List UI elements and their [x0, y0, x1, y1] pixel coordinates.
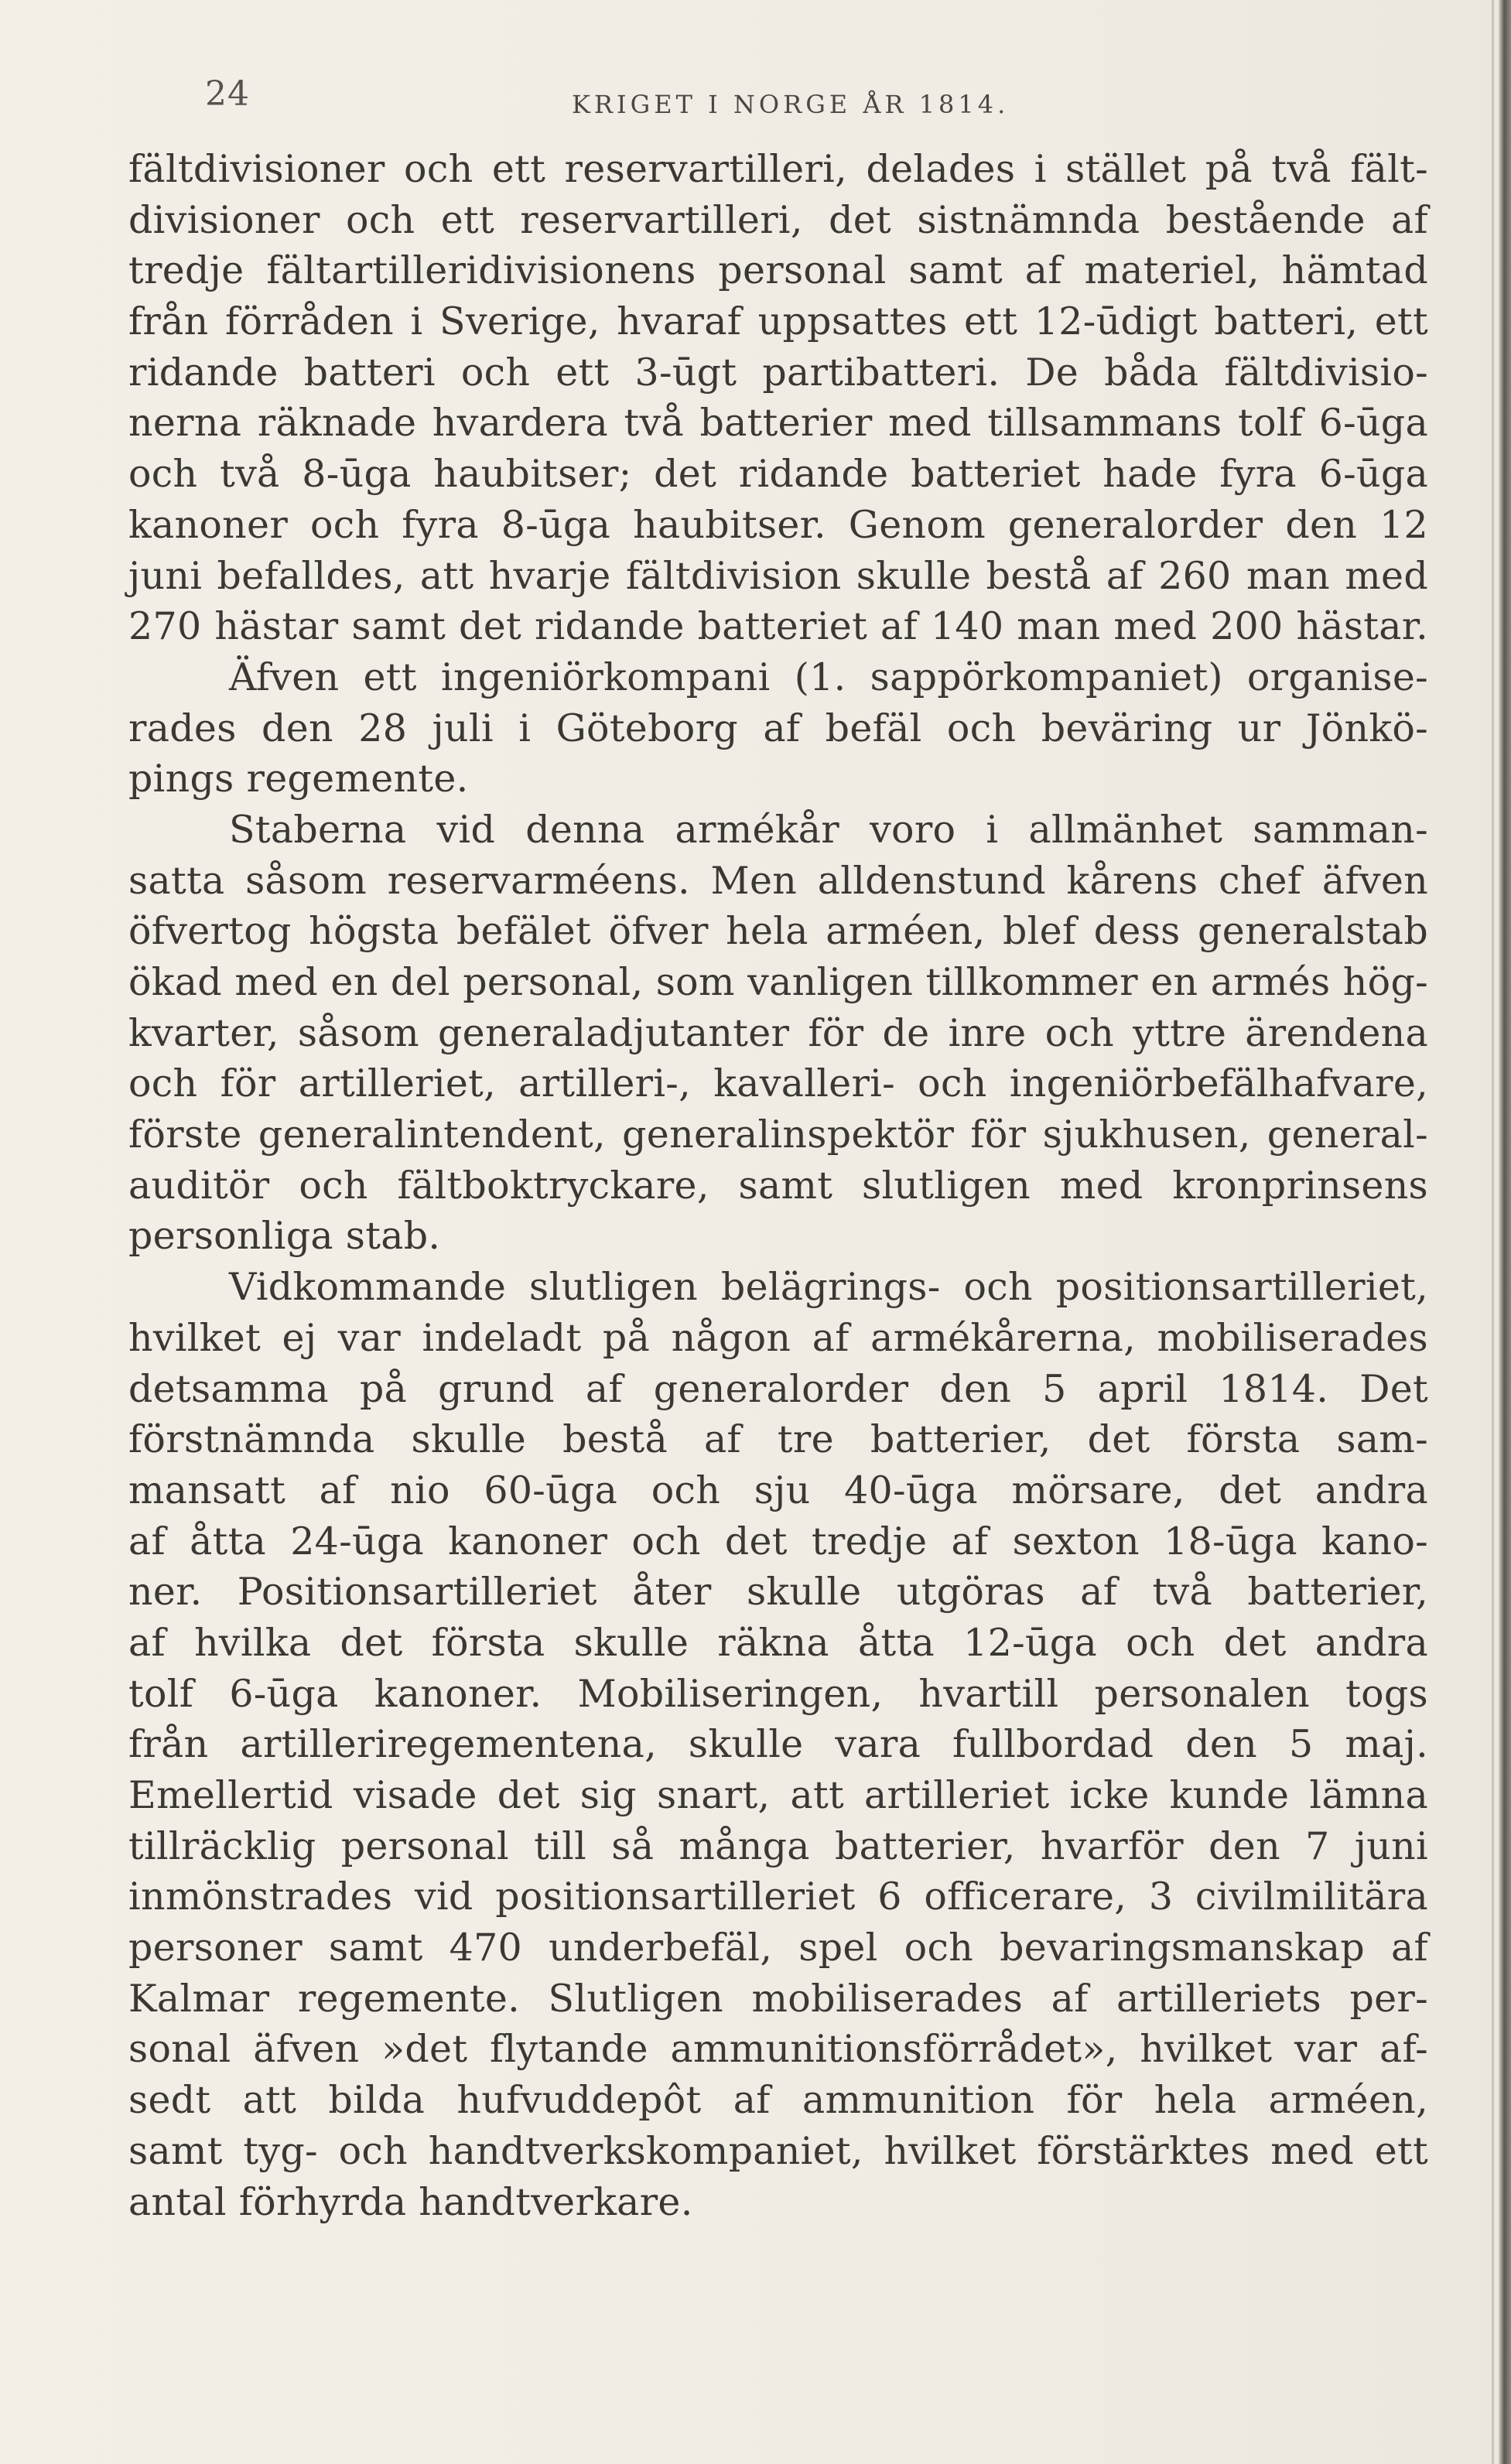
text-line: juni befalldes, att hvarje fältdivision skulle bestå af 260 man med: [128, 553, 1428, 598]
text-line: detsamma på grund af generalorder den 5 april 1814. Det: [128, 1366, 1428, 1411]
text-line: inmönstrades vid positionsartilleriet 6 officerare, 3 civilmilitära: [128, 1874, 1428, 1919]
text-line: tolf 6-ūga kanoner. Mobiliseringen, hvartill personalen togs: [128, 1671, 1428, 1716]
text-line: rades den 28 juli i Göteborg af befäl och beväring ur Jönkö-: [128, 706, 1428, 750]
text-line: nerna räknade hvardera två batterier med tillsammans tolf 6-ūga: [128, 401, 1428, 446]
page-edge-shadow: [1499, 0, 1511, 2464]
text-line: fältdivisioner och ett reservartilleri, delades i stället på två fält-: [128, 147, 1428, 191]
text-line: samt tyg- och handtverkskompaniet, hvilket förstärktes med ett: [128, 2128, 1428, 2173]
paragraph-first-line: Vidkommande slutligen belägrings- och positionsartilleriet,: [229, 1265, 1428, 1310]
page-number: 24: [205, 74, 250, 114]
text-line: 270 hästar samt det ridande batteriet af 140 man med 200 hästar.: [128, 604, 1428, 649]
text-line: auditör och fältboktryckare, samt slutligen med kronprinsens: [128, 1163, 1428, 1208]
text-line: från artilleriregementena, skulle vara fullbordad den 5 maj.: [128, 1722, 1428, 1767]
running-title: KRIGET I NORGE ÅR 1814.: [572, 90, 1010, 119]
text-line: sonal äfven »det flytande ammunitionsförrådet», hvilket var af-: [128, 2027, 1428, 2072]
paragraph-last-line: pings regemente.: [128, 757, 469, 801]
paragraph-first-line: Staberna vid denna armékår voro i allmänhet samman-: [229, 807, 1428, 852]
text-line: personer samt 470 underbefäl, spel och bevaringsmanskap af: [128, 1926, 1428, 1970]
text-line: af hvilka det första skulle räkna åtta 12-ūga och det andra: [128, 1620, 1428, 1665]
text-line: divisioner och ett reservartilleri, det sistnämnda bestående af: [128, 197, 1428, 242]
text-line: öfvertog högsta befälet öfver hela arméen, blef dess generalstab: [128, 909, 1428, 954]
text-line: förste generalintendent, generalinspektör för sjukhusen, general-: [128, 1112, 1428, 1157]
text-line: af åtta 24-ūga kanoner och det tredje af sexton 18-ūga kano-: [128, 1519, 1428, 1563]
text-line: ökad med en del personal, som vanligen tillkommer en armés hög-: [128, 960, 1428, 1004]
text-line: tredje fältartilleridivisionens personal samt af materiel, hämtad: [128, 248, 1428, 293]
text-line: från förråden i Sverige, hvaraf uppsattes ett 12-ūdigt batteri, ett: [128, 299, 1428, 344]
text-line: tillräcklig personal till så många batterier, hvarför den 7 juni: [128, 1823, 1428, 1868]
text-line: kvarter, såsom generaladjutanter för de inre och yttre ärendena: [128, 1010, 1428, 1055]
text-line: mansatt af nio 60-ūga och sju 40-ūga mörsare, det andra: [128, 1468, 1428, 1512]
text-line: hvilket ej var indeladt på någon af armékårerna, mobiliserades: [128, 1315, 1428, 1360]
page-header: [205, 74, 1443, 128]
text-line: satta såsom reservarméens. Men alldenstund kårens chef äfven: [128, 858, 1428, 903]
text-line: Kalmar regemente. Slutligen mobiliserades af artilleriets per-: [128, 1976, 1428, 2021]
paragraph-last-line: personliga stab.: [128, 1214, 441, 1259]
page-binding-shadow-line: [1492, 0, 1494, 2464]
text-line: förstnämnda skulle bestå af tre batterier, det första sam-: [128, 1417, 1428, 1462]
paragraph-first-line: Äfven ett ingeniörkompani (1. sappörkompaniet) organise-: [229, 654, 1428, 699]
text-line: och två 8-ūga haubitser; det ridande batteriet hade fyra 6-ūga: [128, 452, 1428, 497]
text-line: ner. Positionsartilleriet åter skulle utgöras af två batterier,: [128, 1570, 1428, 1615]
paragraph-last-line: antal förhyrda handtverkare.: [128, 2179, 693, 2224]
text-line: sedt att bilda hufvuddepôt af ammunition för hela arméen,: [128, 2078, 1428, 2123]
text-line: Emellertid visade det sig snart, att artilleriet icke kunde lämna: [128, 1773, 1428, 1817]
text-line: kanoner och fyra 8-ūga haubitser. Genom generalorder den 12: [128, 502, 1428, 547]
body-text: [128, 144, 1428, 2227]
text-line: ridande batteri och ett 3-ūgt partibatteri. De båda fältdivisio-: [128, 350, 1428, 395]
text-line: och för artilleriet, artilleri-, kavalleri- och ingeniörbefälhafvare,: [128, 1061, 1428, 1106]
